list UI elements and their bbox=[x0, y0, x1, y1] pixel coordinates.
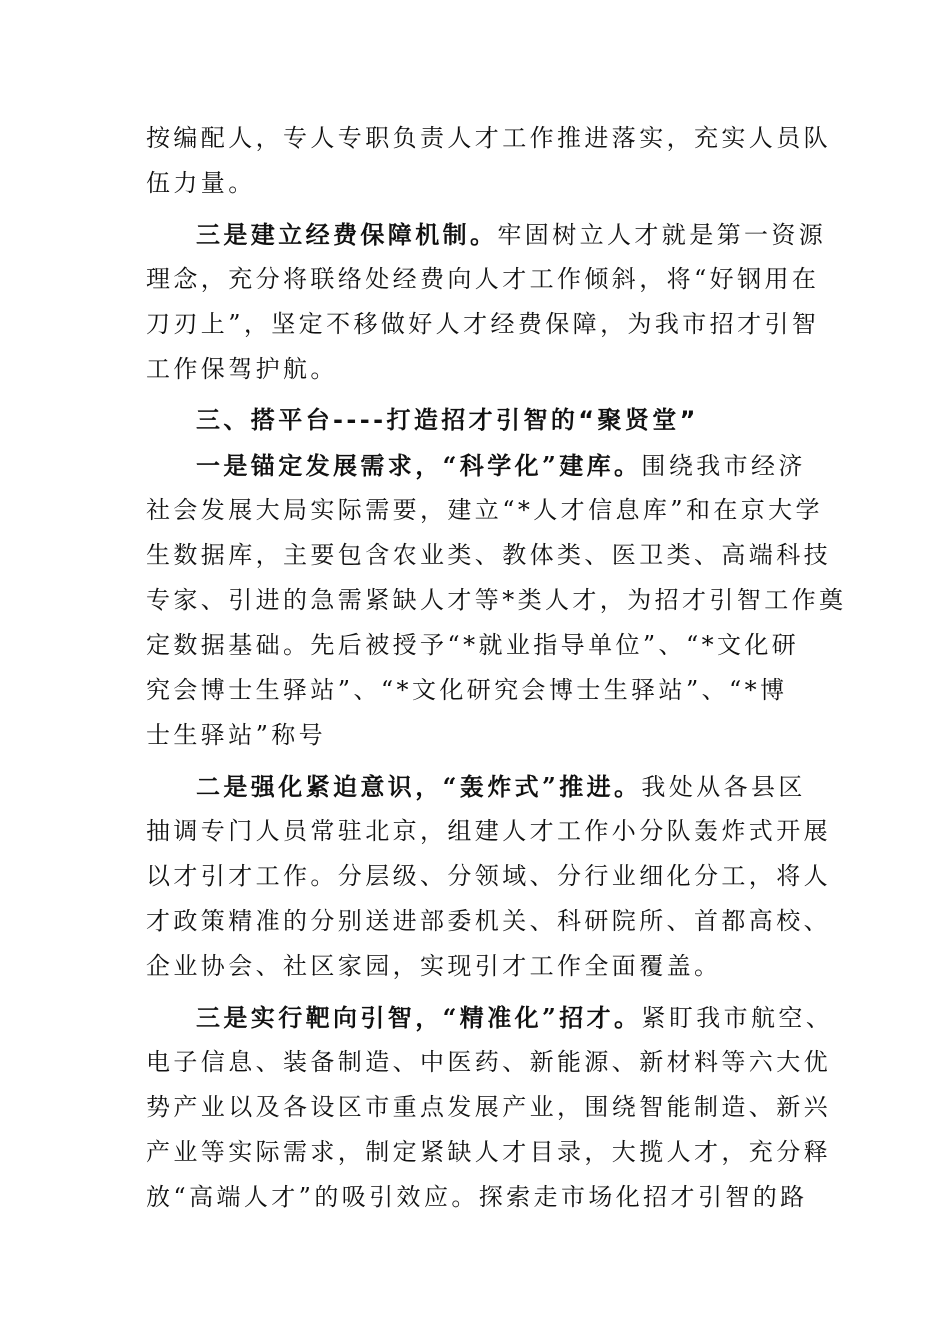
paragraph-targeting bbox=[146, 995, 834, 1220]
text-line: 以才引才工作。分层级、分领域、分行业细化分工，将人 bbox=[146, 862, 831, 890]
text-line: 定数据基础。先后被授予“*就业指导单位”、“*文化研 bbox=[146, 631, 800, 659]
text-line bbox=[146, 443, 814, 488]
paragraph-funding bbox=[146, 212, 827, 392]
text-line bbox=[146, 212, 827, 257]
paragraph-lead: 一是锚定发展需求，“科学化”建库。 bbox=[196, 451, 642, 480]
text-line: 势产业以及各设区市重点发展产业，围绕智能制造、新兴 bbox=[146, 1093, 831, 1121]
paragraph-text: 牢固树立人才就是第一资源 bbox=[497, 221, 827, 249]
text-line: 工作保驾护航。 bbox=[146, 355, 338, 383]
text-line: 才政策精准的分别送进部委机关、科研院所、首都高校、 bbox=[146, 907, 831, 935]
paragraph-urgency bbox=[146, 764, 831, 989]
paragraph-lead: 三是实行靶向引智，“精准化”招才。 bbox=[196, 1003, 642, 1032]
document-page bbox=[146, 116, 847, 1220]
text-line: 专家、引进的急需紧缺人才等*类人才，为招才引智工作奠 bbox=[146, 586, 847, 614]
text-line: 按编配人，专人专职负责人才工作推进落实，充实人员队 bbox=[146, 124, 831, 152]
paragraph-staffing bbox=[146, 116, 831, 206]
text-line: 电子信息、装备制造、中医药、新能源、新材料等六大优 bbox=[146, 1048, 831, 1076]
paragraph-lead: 二是强化紧迫意识，“轰炸式”推进。 bbox=[196, 772, 642, 801]
text-line: 抽调专门人员常驻北京，组建人才工作小分队轰炸式开展 bbox=[146, 817, 831, 845]
text-line: 士生驿站”称号 bbox=[146, 721, 327, 749]
text-line: 究会博士生驿站”、“*文化研究会博士生驿站”、“*博 bbox=[146, 676, 788, 704]
text-line: 生数据库，主要包含农业类、教体类、医卫类、高端科技 bbox=[146, 541, 831, 569]
text-line: 伍力量。 bbox=[146, 169, 256, 197]
text-line bbox=[146, 764, 814, 809]
text-line: 社会发展大局实际需要，建立“*人才信息库”和在京大学 bbox=[146, 496, 823, 524]
text-line: 企业协会、社区家园，实现引才工作全面覆盖。 bbox=[146, 952, 722, 980]
section-heading: 三、搭平台----打造招才引智的“聚贤堂” bbox=[196, 406, 699, 434]
text-line: 产业等实际需求，制定紧缺人才目录，大揽人才，充分释 bbox=[146, 1138, 831, 1166]
paragraph-database bbox=[146, 443, 847, 758]
text-line: 理念，充分将联络处经费向人才工作倾斜，将“好钢用在 bbox=[146, 265, 820, 293]
paragraph-text: 围绕我市经济 bbox=[641, 452, 806, 480]
text-line: 刀刃上”，坚定不移做好人才经费保障，为我市招才引智 bbox=[146, 310, 820, 338]
text-line bbox=[146, 995, 834, 1040]
paragraph-lead: 三是建立经费保障机制。 bbox=[196, 220, 498, 249]
text-line: 放“高端人才”的吸引效应。探索走市场化招才引智的路 bbox=[146, 1183, 808, 1211]
paragraph-text: 紧盯我市航空、 bbox=[641, 1004, 834, 1032]
paragraph-text: 我处从各县区 bbox=[641, 773, 806, 801]
